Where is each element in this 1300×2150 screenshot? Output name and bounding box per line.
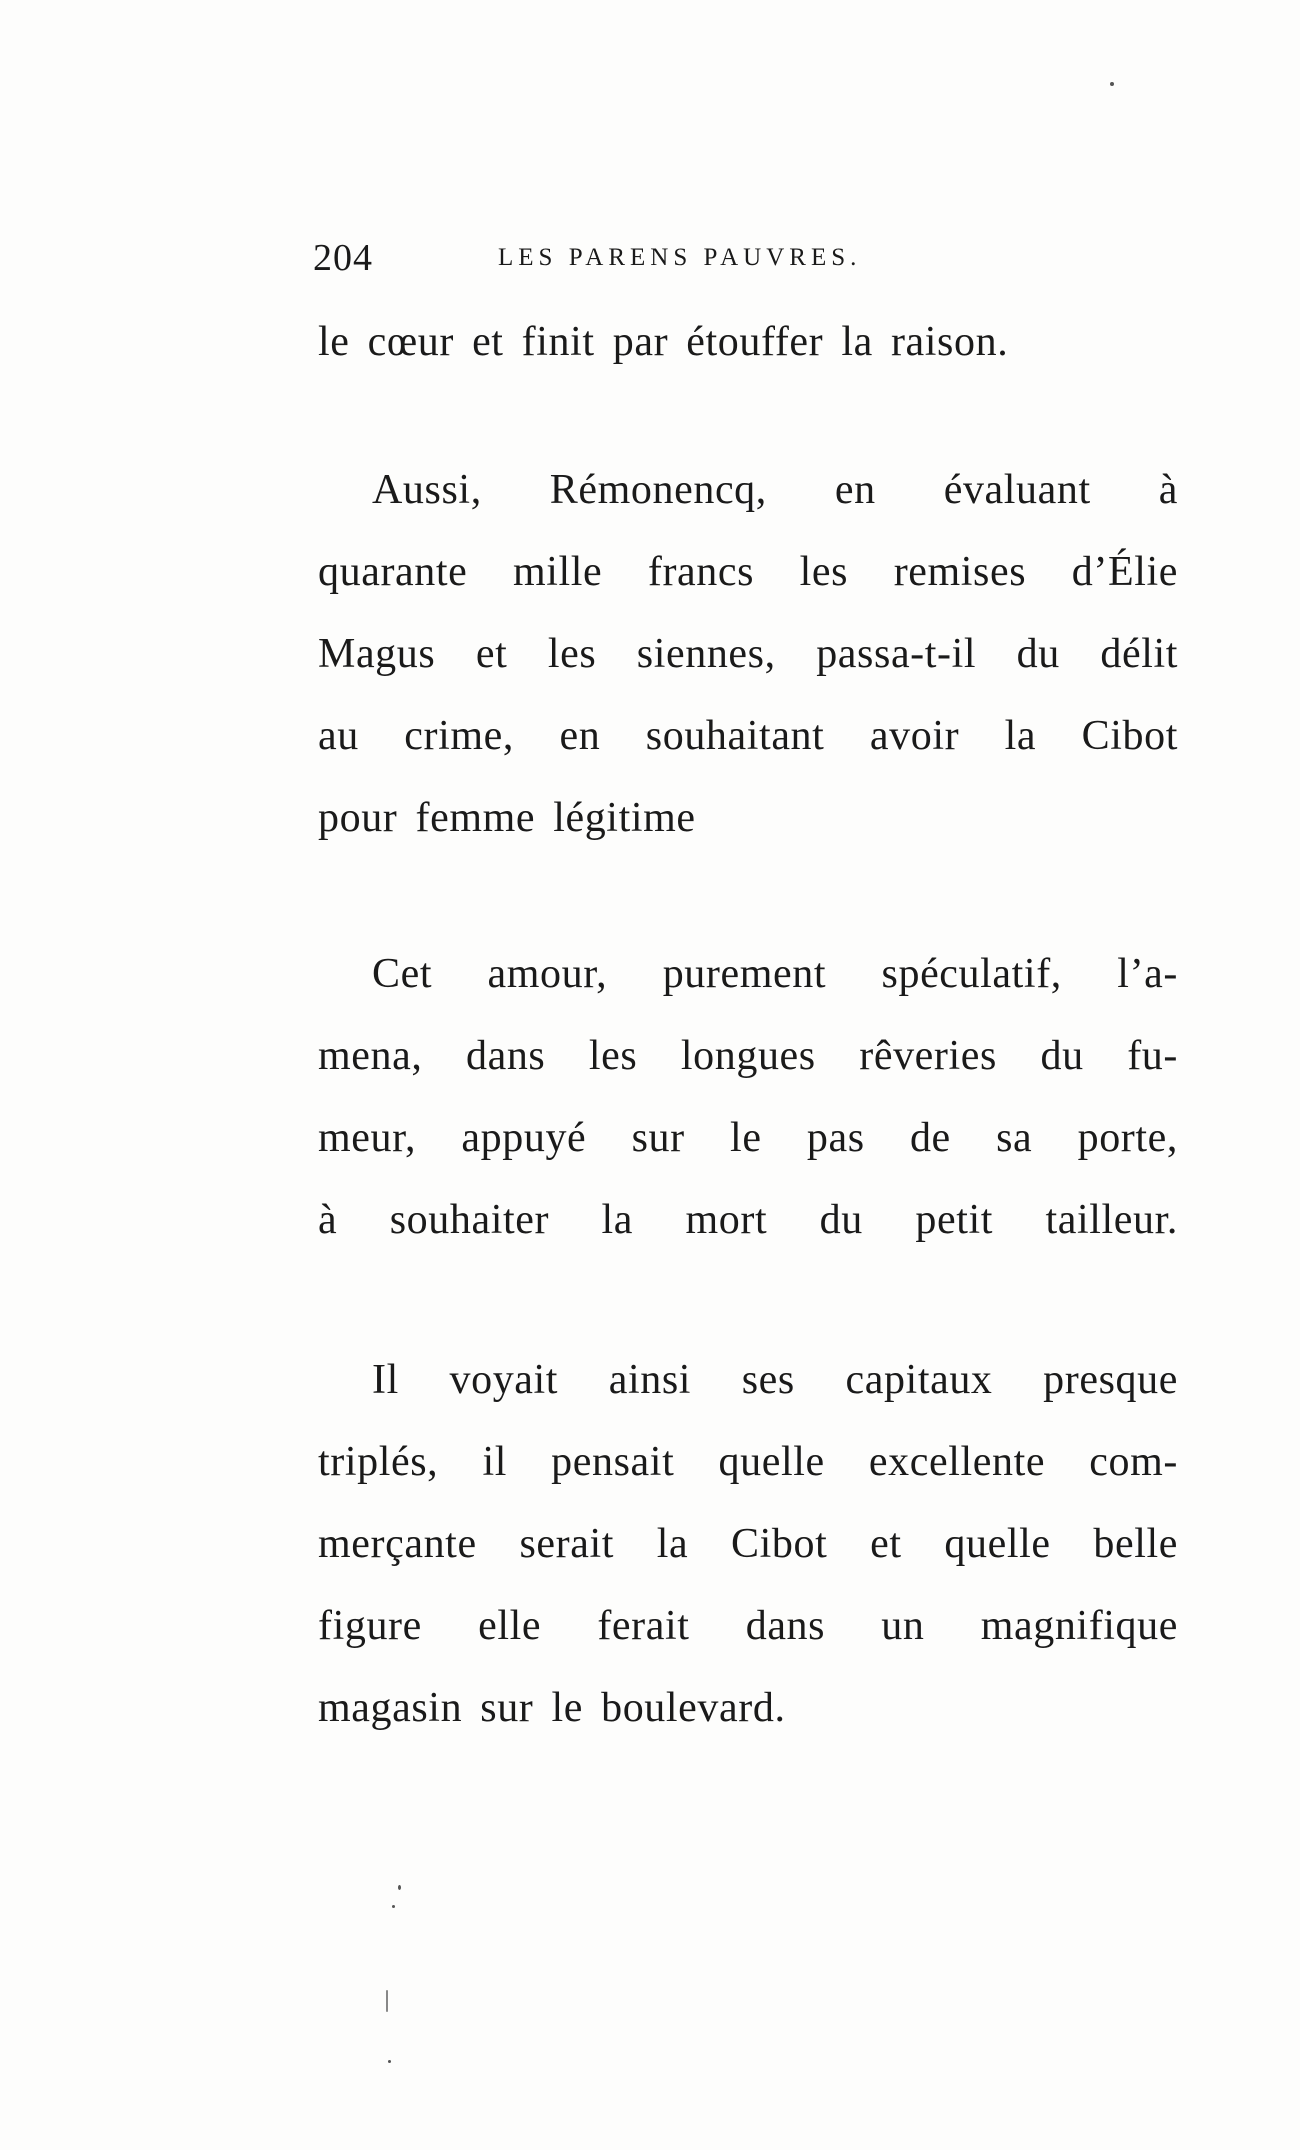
text-line: Magus et les siennes, passa-t-il du délit	[318, 631, 1178, 677]
page-number: 204	[313, 237, 373, 279]
text-line: magasin sur le boulevard.	[318, 1685, 786, 1731]
paper-speck	[388, 2060, 391, 2063]
text-line: triplés, il pensait quelle excellente com-	[318, 1439, 1178, 1485]
text-line: à souhaiter la mort du petit tailleur.	[318, 1197, 1178, 1243]
paper-speck	[1110, 82, 1114, 86]
paper-speck	[398, 1885, 401, 1890]
running-title: LES PARENS PAUVRES.	[498, 244, 862, 271]
text-line: Aussi, Rémonencq, en évaluant à	[372, 467, 1178, 513]
page-header	[313, 236, 953, 279]
text-line: figure elle ferait dans un magnifique	[318, 1603, 1178, 1649]
text-line: pour femme légitime	[318, 795, 696, 841]
paper-speck	[386, 1990, 388, 2012]
text-line: merçante serait la Cibot et quelle belle	[318, 1521, 1178, 1567]
text-line: Cet amour, purement spéculatif, l’a-	[372, 951, 1178, 997]
text-line: le cœur et finit par étouffer la raison.	[318, 319, 1009, 365]
text-line: au crime, en souhaitant avoir la Cibot	[318, 713, 1178, 759]
text-line: quarante mille francs les remises d’Élie	[318, 549, 1178, 595]
paper-speck	[392, 1905, 395, 1908]
text-line: Il voyait ainsi ses capitaux presque	[372, 1357, 1178, 1403]
text-line: mena, dans les longues rêveries du fu-	[318, 1033, 1178, 1079]
text-line: meur, appuyé sur le pas de sa porte,	[318, 1115, 1178, 1161]
